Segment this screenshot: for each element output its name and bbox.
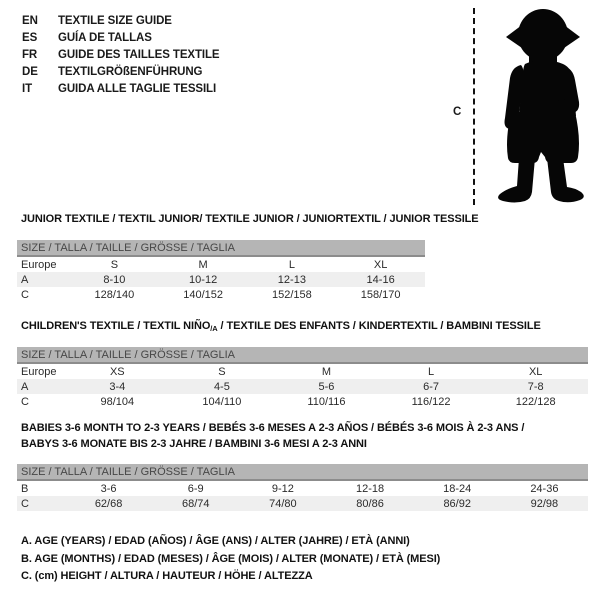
- height-cell: 104/110: [202, 395, 242, 408]
- children-title-sub: /A: [210, 324, 218, 333]
- language-label: GUÍA DE TALLAS: [58, 32, 152, 44]
- language-label: GUIDE DES TAILLES TEXTILE: [58, 49, 220, 61]
- table-row-height: [17, 496, 588, 511]
- language-row-it: [22, 81, 220, 98]
- height-dashed-line: [473, 8, 475, 205]
- table-row-age: [17, 272, 425, 287]
- row-label: C: [21, 395, 29, 408]
- height-cell: 98/104: [100, 395, 135, 408]
- height-cell: 152/158: [271, 288, 312, 301]
- height-cell: 74/80: [239, 496, 326, 511]
- height-cell: 128/140: [94, 288, 135, 301]
- language-row-de: [22, 64, 220, 81]
- height-cell: 92/98: [501, 496, 588, 511]
- age-cell: 4-5: [170, 379, 275, 394]
- height-cell: 116/122: [411, 395, 451, 408]
- baby-silhouette: [481, 6, 595, 208]
- babies-table-title: [21, 421, 524, 452]
- size-cell: S: [110, 258, 119, 271]
- table-row-europe: [17, 363, 588, 379]
- legend-line-a: A. AGE (YEARS) / EDAD (AÑOS) / ÂGE (ANS) / ALTER (JAHRE) / ETÀ (ANNI): [21, 535, 410, 547]
- size-header: SIZE / TALLA / TAILLE / GRÖSSE / TAGLIA: [17, 240, 425, 256]
- size-header: SIZE / TALLA / TAILLE / GRÖSSE / TAGLIA: [17, 347, 588, 363]
- height-cell: 140/152: [183, 288, 223, 301]
- children-title-prefix: CHILDREN'S TEXTILE / TEXTIL NIÑO: [21, 320, 211, 332]
- language-row-fr: [22, 47, 220, 64]
- row-label: Europe: [21, 258, 57, 271]
- row-label: Europe: [21, 365, 57, 378]
- language-code: FR: [22, 49, 38, 61]
- language-label: GUIDA ALLE TAGLIE TESSILI: [58, 83, 217, 95]
- language-list: [22, 13, 220, 98]
- height-cell: 122/128: [515, 395, 556, 408]
- height-measure-label: C: [453, 106, 462, 118]
- row-label: C: [17, 496, 65, 511]
- height-cell: 80/86: [326, 496, 413, 511]
- size-header-row: [17, 347, 588, 363]
- row-label: A: [17, 272, 70, 287]
- age-cell: 9-12: [271, 482, 294, 495]
- size-cell: XS: [109, 365, 125, 378]
- age-cell: 10-12: [159, 272, 248, 287]
- size-cell: XL: [528, 365, 543, 378]
- age-cell: 6-7: [379, 379, 484, 394]
- age-cell: 24-36: [530, 482, 559, 495]
- legend-line-b: B. AGE (MONTHS) / EDAD (MESES) / ÂGE (MOIS) / ALTER (MONATE) / ETÀ (MESI): [21, 552, 441, 565]
- height-cell: 62/68: [65, 496, 152, 511]
- language-label: TEXTILE SIZE GUIDE: [58, 15, 172, 27]
- children-table: [17, 347, 588, 409]
- size-cell: S: [218, 365, 226, 378]
- size-header: SIZE / TALLA / TAILLE / GRÖSSE / TAGLIA: [17, 464, 588, 480]
- junior-table-title: JUNIOR TEXTILE / TEXTIL JUNIOR/ TEXTILE JUNIOR / JUNIORTEXTIL / JUNIOR TESSILE: [21, 213, 479, 225]
- table-row-age: [17, 379, 588, 394]
- age-cell: 12-13: [248, 272, 337, 287]
- language-code: EN: [22, 15, 38, 27]
- size-cell: XL: [373, 258, 388, 271]
- height-cell: 86/92: [414, 496, 501, 511]
- height-cell: 68/74: [152, 496, 239, 511]
- age-cell: 7-8: [483, 379, 588, 394]
- size-header-row: [17, 464, 588, 480]
- size-cell: M: [321, 365, 332, 378]
- height-cell: 158/170: [360, 288, 401, 301]
- babies-title-line2: BABYS 3-6 MONATE BIS 2-3 JAHRE / BAMBINI 3-6 MESI A 2-3 ANNI: [21, 437, 367, 450]
- junior-table: [17, 240, 425, 302]
- size-cell: L: [428, 365, 435, 378]
- size-cell: L: [288, 258, 295, 271]
- children-table-title: [21, 319, 541, 337]
- age-cell: 5-6: [274, 379, 379, 394]
- language-code: DE: [22, 66, 38, 78]
- legend: [21, 533, 440, 586]
- table-row-age-months: [17, 480, 588, 496]
- height-cell: 110/116: [307, 395, 346, 408]
- language-row-es: [22, 30, 220, 47]
- row-label: A: [17, 379, 65, 394]
- babies-table: [17, 464, 588, 511]
- language-label: TEXTILGRÖßENFÜHRUNG: [58, 66, 203, 78]
- babies-title-line1: BABIES 3-6 MONTH TO 2-3 YEARS / BEBÉS 3-6 MESES A 2-3 AÑOS / BÉBÉS 3-6 MOIS À 2-3 ANS /: [21, 422, 525, 434]
- language-row-en: [22, 13, 220, 30]
- age-cell: 18-24: [443, 482, 472, 495]
- size-cell: M: [198, 258, 208, 271]
- age-cell: 6-9: [187, 482, 204, 495]
- table-row-europe: [17, 256, 425, 272]
- age-cell: 3-6: [100, 482, 117, 495]
- age-cell: 8-10: [70, 272, 159, 287]
- row-label: B: [21, 482, 29, 495]
- language-code: IT: [22, 83, 33, 95]
- language-code: ES: [22, 32, 38, 44]
- table-row-height: [17, 394, 588, 409]
- table-row-height: [17, 287, 425, 302]
- age-cell: 3-4: [65, 379, 170, 394]
- age-cell: 14-16: [336, 272, 425, 287]
- size-header-row: [17, 240, 425, 256]
- row-label: C: [21, 288, 29, 301]
- age-cell: 12-18: [355, 482, 385, 495]
- children-title-suffix: / TEXTILE DES ENFANTS / KINDERTEXTIL / BAMBINI TESSILE: [217, 320, 541, 332]
- legend-line-c: C. (cm) HEIGHT / ALTURA / HAUTEUR / HÖHE / ALTEZZA: [21, 570, 313, 582]
